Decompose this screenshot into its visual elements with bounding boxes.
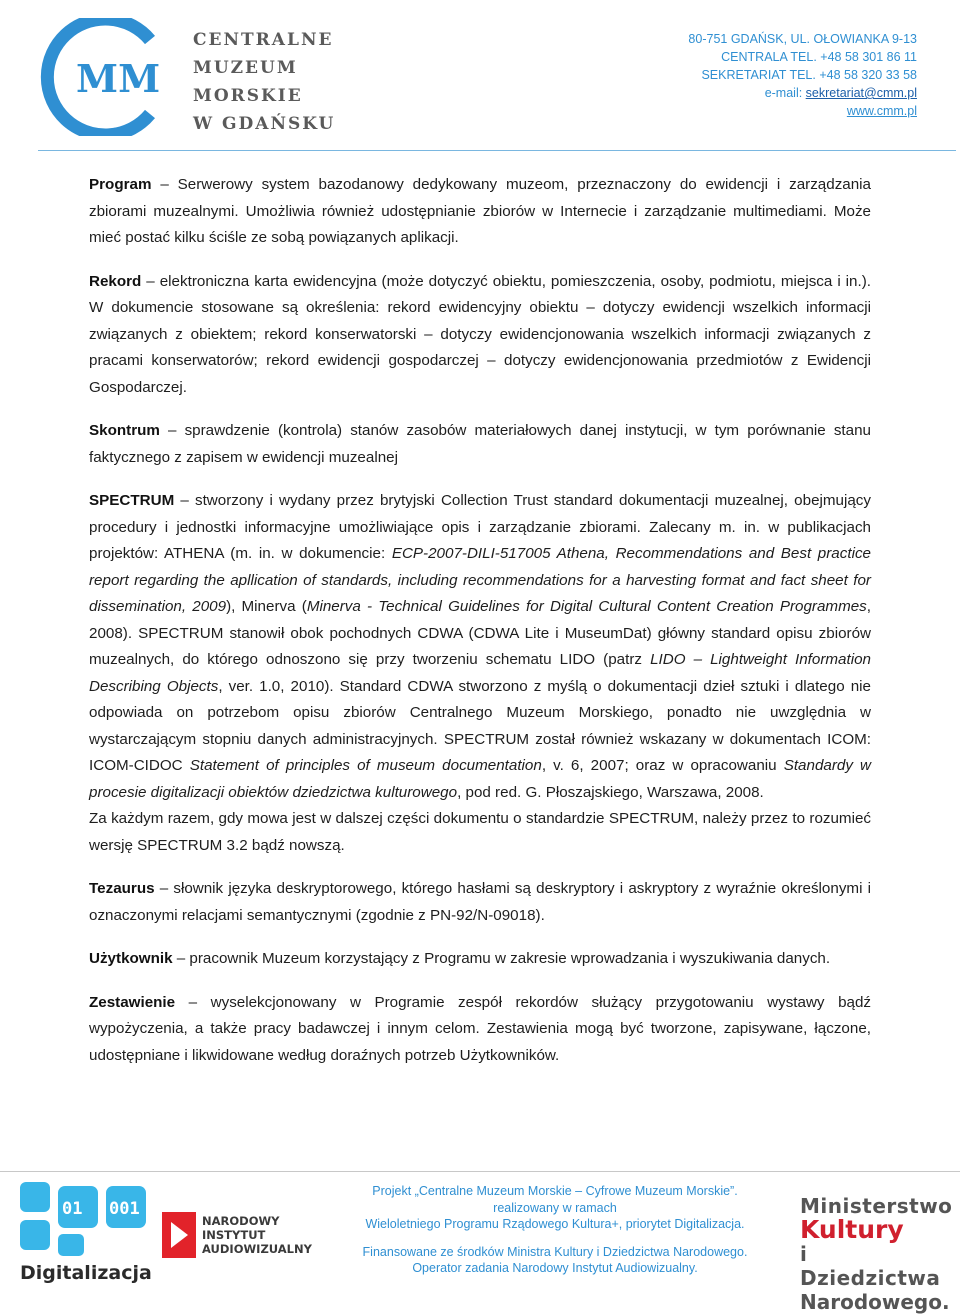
digitalizacja-tile-text-1: 01 (62, 1199, 83, 1219)
museum-logo-icon (38, 18, 178, 136)
footer-divider (0, 1171, 960, 1172)
nina-name-line-3: AUDIOWIZUALNY (202, 1242, 312, 1256)
museum-name-line-2: MUZEUM (193, 58, 298, 78)
museum-name-line-1: CENTRALNE (193, 30, 334, 50)
nina-play-icon (162, 1212, 196, 1258)
digitalizacja-label: Digitalizacja (20, 1262, 152, 1284)
footer-funding-line-2: Operator zadania Narodowy Instytut Audiowizualny. (412, 1261, 698, 1275)
term-uzytkownik: Użytkownik (89, 950, 173, 967)
contact-email-link[interactable]: sekretariat@cmm.pl (805, 86, 917, 100)
footer-project-line-3: Wieloletniego Programu Rządowego Kultura+, priorytet Digitalizacja. (365, 1217, 745, 1231)
contact-email-prefix: e-mail: (764, 86, 806, 100)
glossary-entry-tezaurus (89, 876, 871, 929)
citation-minerva: Minerva - Technical Guidelines for Digital Cultural Content Creation Programmes (306, 598, 867, 615)
digitalizacja-logo (20, 1182, 152, 1290)
digitalizacja-tile-text-2: 001 (109, 1199, 140, 1219)
citation-icom: Statement of principles of museum documentation (189, 757, 542, 774)
ministry-logo (800, 1194, 953, 1314)
header-divider (38, 150, 956, 151)
museum-name-line-3: MORSKIE (193, 86, 303, 106)
contact-address: 80-751 GDAŃSK, UL. OŁOWIANKA 9-13 (688, 32, 917, 46)
definition-spectrum-part-2: ), Minerva ( (226, 598, 307, 615)
glossary-entry-program (89, 172, 871, 252)
ministry-logo-line-4: Narodowego. (800, 1290, 950, 1314)
footer-funding-line-1: Finansowane ze środków Ministra Kultury i Dziedzictwa Narodowego. (362, 1244, 748, 1259)
term-zestawienie: Zestawienie (89, 993, 176, 1011)
letterhead (0, 0, 960, 152)
definition-spectrum-part-3: , 2008). SPECTRUM stanowił obok pochodnych CDWA (CDWA Lite i MuseumDat) główny standard opisu zbiorów muzealnych, do którego odnoszono się przy tworzeniu schematu LIDO (patrz (89, 598, 872, 668)
definition-spectrum-part-5: , v. 6, 2007; oraz w opracowaniu (541, 757, 784, 774)
contact-email-line (688, 84, 917, 102)
footer-project-info (335, 1183, 775, 1277)
term-spectrum: SPECTRUM (89, 492, 175, 509)
footer-project-line-1: Projekt „Centralne Muzeum Morskie – Cyfrowe Muzeum Morskie”. (372, 1184, 738, 1198)
definition-zestawienie: – wyselekcjonowany w Programie zespół rekordów służący przygotowaniu wystawy bądź wypożyczenia, a także pracy badawczej i innym celom. Zestawienia mogą być tworzone, zapisywane, łączone, udostępniane i likwidowane według doraźnych potrzeb Użytkowników. (89, 993, 871, 1064)
museum-name (193, 26, 335, 138)
glossary-content (89, 172, 871, 1086)
nina-name (202, 1214, 312, 1256)
definition-spectrum-part-1: – stworzony i wydany przez brytyjski Collection Trust standard dokumentacji muzealnej, obejmujący procedury i jednostki informacyjne umożliwiające opis i zarządzanie zbiorami. Zalecany m. in. w publikacjach projektów: ATHENA (m. in. w dokumencie: (89, 492, 871, 562)
spectrum-version-note: Za każdym razem, gdy mowa jest w dalszej części dokumentu o standardzie SPECTRUM, należy przez to rozumieć wersję SPECTRUM 3.2 bądź nowszą. (89, 810, 871, 854)
definition-skontrum: – sprawdzenie (kontrola) stanów zasobów materiałowych danej instytucji, w tym porównanie stanu faktycznego z zapisem w ewidencji muzealnej (89, 422, 871, 466)
ministry-logo-line-1: Ministerstwo (800, 1194, 953, 1218)
term-skontrum: Skontrum (89, 422, 160, 439)
logo-initials: MM (76, 56, 161, 101)
citation-standardy: Standardy w procesie digitalizacji obiektów dziedzictwa kulturowego (89, 757, 872, 801)
contact-block (688, 30, 917, 120)
term-tezaurus: Tezaurus (89, 880, 155, 897)
glossary-entry-skontrum (89, 418, 871, 471)
ministry-logo-line-2: Kultury (800, 1215, 904, 1244)
definition-rekord: – elektroniczna karta ewidencyjna (może dotyczyć obiektu, pomieszczenia, osoby, podmiotu, miejsca i in.). W dokumencie stosowane są określenia: rekord ewidencyjny obiektu – dotyczy ewidencji wszelkich informacji związanych z obiektem; rekord konserwatorski – dotyczy ewidencjonowania wszelkich informacji związanych z pracami konserwatorów; rekord ewidencji gospodarczej – dotyczy ewidencjonowania przedmiotów z Ewidencji Gospodarczej. (89, 272, 871, 396)
glossary-entry-rekord (89, 269, 871, 402)
definition-tezaurus: – słownik języka deskryptorowego, którego hasłami są deskryptory i askryptory z wyraźnie określonymi i oznaczonymi relacjami semantycznymi (zgodnie z PN-92/N-09018). (89, 880, 871, 924)
definition-program: – Serwerowy system bazodanowy dedykowany muzeom, przeznaczony do ewidencji i zarządzania zbiorami muzealnymi. Umożliwia również udostępnianie zbiorów w Internecie i zarządzanie multimediami. Może mieć postać kilku ściśle ze sobą powiązanych aplikacji. (89, 176, 871, 246)
contact-central-tel: CENTRALA TEL. +48 58 301 86 11 (721, 50, 917, 64)
nina-name-line-1: NARODOWY (202, 1214, 280, 1228)
ministry-logo-line-3: i Dziedzictwa (800, 1242, 941, 1290)
nina-name-line-2: INSTYTUT (202, 1228, 266, 1242)
citation-lido: LIDO – Lightweight Information Describing Objects (89, 651, 871, 695)
footer-project-line-2: realizowany w ramach (493, 1200, 617, 1215)
contact-website-link[interactable]: www.cmm.pl (846, 104, 917, 118)
term-rekord: Rekord (89, 272, 142, 290)
term-program: Program (89, 176, 152, 193)
glossary-entry-spectrum (89, 488, 871, 806)
glossary-entry-zestawienie (89, 990, 871, 1070)
digitalizacja-tiles-icon (20, 1182, 146, 1258)
citation-athena: ECP-2007-DILI-517005 Athena, Recommendations and Best practice report regarding the apllication of standards, including recommendations for a harvesting format and fact sheet for dissemination, 2009 (89, 545, 871, 615)
definition-uzytkownik: – pracownik Muzeum korzystający z Programu w zakresie wprowadzania i wyszukiwania danych. (172, 950, 831, 967)
nina-logo (162, 1212, 332, 1258)
contact-secretariat-tel: SEKRETARIAT TEL. +48 58 320 33 58 (701, 68, 917, 82)
museum-name-line-4: W GDAŃSKU (193, 114, 336, 134)
definition-spectrum-part-4: , ver. 1.0, 2010). Standard CDWA stworzono z myślą o dokumentacji dzieł sztuki i dlatego nie odpowiada on potrzebom opisu zbiorów Centralnego Muzeum Morskiego, ponadto nie uwzględnia w wystarczającym stopniu danych administracyjnych. SPECTRUM został również wskazany w dokumentach ICOM: ICOM-CIDOC (89, 677, 871, 774)
definition-spectrum-part-6: , pod red. G. Płoszajskiego, Warszawa, 2008. (457, 783, 764, 801)
glossary-entry-uzytkownik (89, 946, 871, 973)
